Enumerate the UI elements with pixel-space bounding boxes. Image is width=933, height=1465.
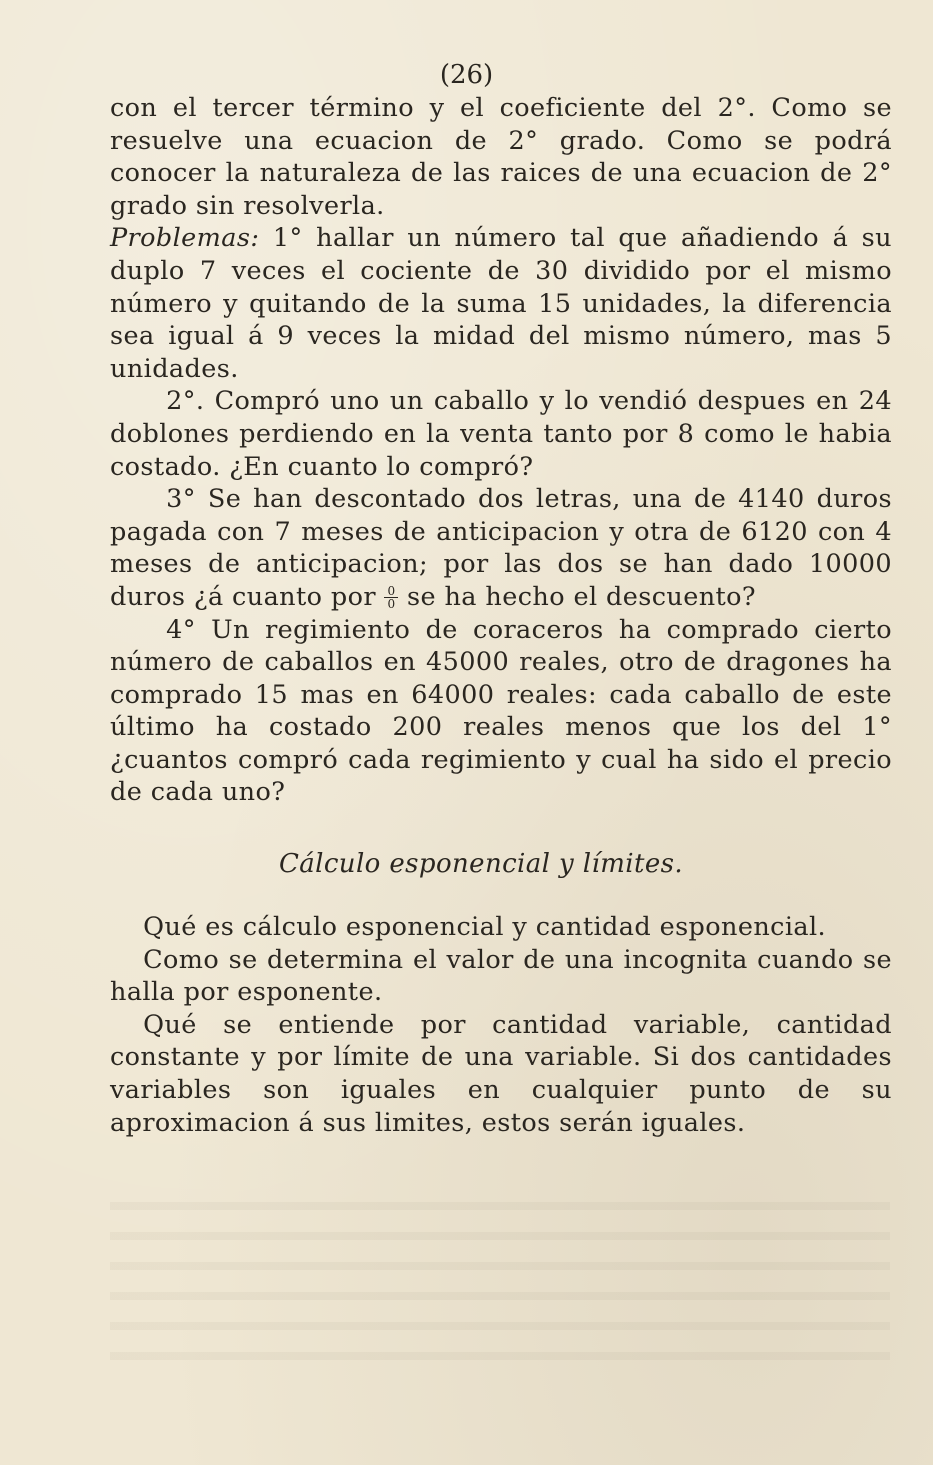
fraction-numerator: 0: [387, 584, 396, 599]
fraction-denominator: 0: [387, 597, 396, 612]
problem-1-text: 1° hallar un número tal que añadiendo á su duplo 7 veces el cociente de 30 dividido por el mismo número y quitando de la suma 15 unidades, la diferencia sea igual á 9 veces la midad del mismo número, mas 5 unidades.: [110, 223, 892, 384]
bleed-through-texture: [110, 1180, 890, 1380]
problem-2: 2°. Compró uno un caballo y lo vendió despues en 24 doblones perdiendo en la venta tanto por 8 como le habia costado. ¿En cuanto lo compró?: [110, 386, 892, 482]
problems-label: Problemas:: [110, 223, 260, 254]
question-2: Como se determina el valor de una incognita cuando se halla por esponente.: [110, 944, 892, 1008]
page-number: (26): [439, 60, 494, 90]
questions-list: [110, 911, 892, 1139]
question-3: Qué se entiende por cantidad variable, cantidad constante y por límite de una variable. Si dos cantidades variables son iguales en cualquier punto de su aproximacion á sus limites, estos serán iguales.: [110, 1009, 892, 1138]
question-1: Qué es cálculo esponencial y cantidad esponencial.: [143, 912, 827, 943]
fraction-symbol: [384, 584, 398, 612]
paragraph-intro: con el tercer término y el coeficiente del 2°. Como se resuelve una ecuacion de 2° grado. Como se podrá conocer la naturaleza de las raices de una ecuacion de 2° grado sin resolverla.: [110, 93, 892, 221]
problem-4: 4° Un regimiento de coraceros ha comprado cierto número de caballos en 45000 reales, otro de dragones ha comprado 15 mas en 64000 reales: cada caballo de este último ha costado 200 reales menos que los del 1° ¿cuantos compró cada regimiento y cual ha sido el precio de cada uno?: [110, 614, 892, 808]
main-text: [110, 92, 892, 1139]
problem-3-text-start: 3° Se han descontado dos letras, una de 4140 duros pagada con 7 meses de anticipacion y otra de 6120 con 4 meses de anticipacion; por las dos se han dado 10000 duros ¿á cuanto por: [110, 484, 892, 612]
problem-3: [110, 483, 892, 613]
problem-3-text-end: se ha hecho el descuento?: [398, 581, 757, 612]
section-title: Cálculo esponencial y límites.: [278, 849, 684, 880]
problem-1: [110, 222, 892, 385]
